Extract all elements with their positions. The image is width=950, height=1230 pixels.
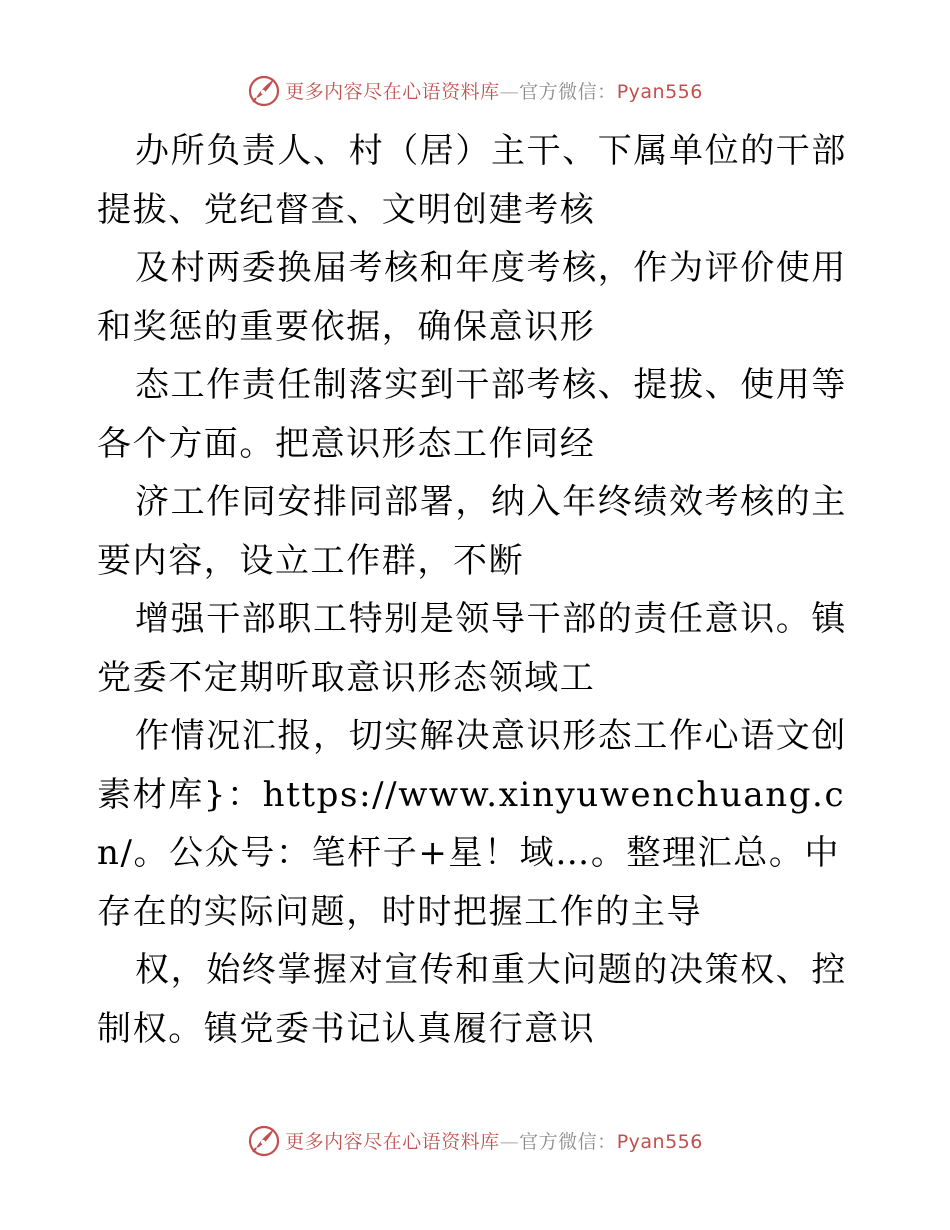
header-watermark bbox=[0, 72, 950, 108]
paragraph-7: 权，始终掌握对宣传和重大问题的决策权、控制权。镇党委书记认真履行意识 bbox=[97, 950, 847, 1049]
watermark-id: Pyan556 bbox=[616, 80, 703, 103]
watermark-separator: — bbox=[499, 1130, 520, 1153]
paragraph-6: 作情况汇报，切实解决意识形态工作心语文创素材库}：https://www.xinyuwenchuang.cn/。公众号：笔杆子+星！域…。整理汇总。中存在的实际问题，时时把握工作的主导 bbox=[97, 716, 847, 932]
paragraph-3: 态工作责任制落实到干部考核、提拔、使用等各个方面。把意识形态工作同经 bbox=[97, 365, 847, 464]
watermark-main: 更多内容尽在心语资料库 bbox=[285, 1130, 500, 1153]
watermark-text bbox=[285, 1127, 703, 1154]
watermark-id: Pyan556 bbox=[616, 1130, 703, 1153]
paragraph-1: 办所负责人、村（居）主干、下属单位的干部提拔、党纪督查、文明创建考核 bbox=[97, 131, 847, 230]
paragraph-4: 济工作同安排同部署，纳入年终绩效考核的主要内容，设立工作群，不断 bbox=[97, 482, 847, 581]
footer-watermark bbox=[0, 1122, 950, 1158]
paragraph-5: 增强干部职工特别是领导干部的责任意识。镇党委不定期听取意识形态领域工 bbox=[97, 599, 847, 698]
document-body bbox=[97, 122, 857, 1058]
watermark-label: 官方微信： bbox=[519, 1130, 617, 1153]
quill-pen-icon bbox=[247, 1123, 281, 1157]
quill-pen-icon bbox=[247, 73, 281, 107]
watermark-main: 更多内容尽在心语资料库 bbox=[285, 80, 500, 103]
watermark-text bbox=[285, 77, 703, 104]
watermark-separator: — bbox=[499, 80, 520, 103]
paragraph-2: 及村两委换届考核和年度考核，作为评价使用和奖惩的重要依据，确保意识形 bbox=[97, 248, 847, 347]
watermark-label: 官方微信： bbox=[519, 80, 617, 103]
